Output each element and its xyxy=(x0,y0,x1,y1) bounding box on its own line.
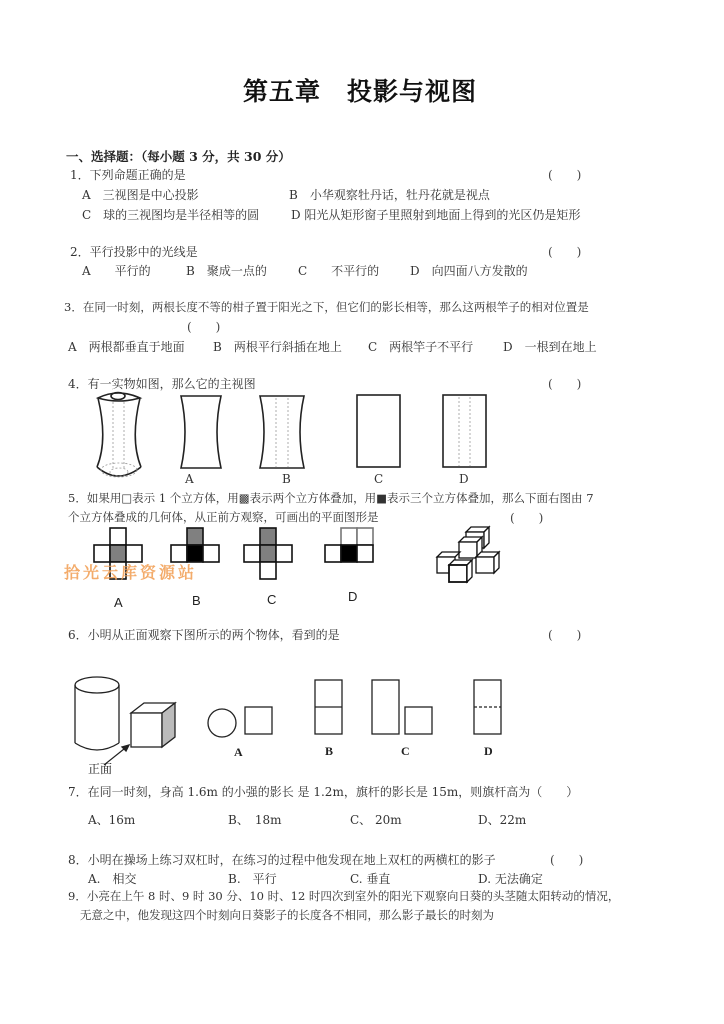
q1-stem: 1．下列命题正确的是 xyxy=(70,168,186,182)
q7-option-c: C、 20m xyxy=(350,813,402,827)
q3-option-a: A 两根都垂直于地面 xyxy=(68,340,185,354)
q6-option-b-figure xyxy=(315,680,342,734)
q2-option-d: D 向四面八方发散的 xyxy=(410,264,528,278)
q5-label-b: B xyxy=(192,593,201,608)
q9-stem-line2: 无意之中，他发现这四个时刻向日葵影子的长度各不相同，那么影子最长的时刻为 xyxy=(80,908,494,922)
q4-label-c: C xyxy=(374,472,384,486)
q4-label-b: B xyxy=(282,472,291,486)
q7-option-a: A、16m xyxy=(88,813,136,827)
q5-label-a: A xyxy=(114,595,123,610)
q6-front-label: 正面 xyxy=(88,762,113,776)
q6-option-a-figure xyxy=(208,707,272,737)
q4-label-d: D xyxy=(459,472,469,486)
q5-label-d: D xyxy=(348,589,358,604)
q7-option-b: B、 18m xyxy=(228,813,282,827)
q5-stem-line1: 5．如果用□表示 1 个立方体，用▩表示两个立方体叠加，用■表示三个立方体叠加，那么下面右图由 7 xyxy=(68,491,594,505)
q2-option-b: B 聚成一点的 xyxy=(186,264,267,278)
q5-label-c: C xyxy=(267,592,277,607)
q6-label-b: B xyxy=(325,744,334,758)
page-title: 第五章 投影与视图 xyxy=(243,77,478,106)
q8-answer-blank: ( ) xyxy=(550,853,584,867)
q7-option-d: D、22m xyxy=(478,813,527,827)
q6-stem: 6．小明从正面观察下图所示的两个物体，看到的是 xyxy=(68,628,340,642)
section-heading: 一、选择题：（每小题 3 分，共 30 分） xyxy=(66,149,291,164)
q8-stem: 8．小明在操场上练习双杠时，在练习的过程中他发现在地上双杠的两横杠的影子 xyxy=(68,853,496,867)
q6-label-c: C xyxy=(401,744,410,758)
q1-answer-blank: ( ) xyxy=(548,168,582,182)
q3-option-d: D 一根到在地上 xyxy=(503,340,597,354)
q2-option-a: A 平行的 xyxy=(82,264,151,278)
q1-option-c: C 球的三视图均是半径相等的圆 xyxy=(82,208,260,222)
q1-option-d: D 阳光从矩形窗子里照射到地面上得到的光区仍是矩形 xyxy=(291,208,581,222)
q6-label-a: A xyxy=(234,745,243,759)
q2-answer-blank: ( ) xyxy=(548,245,582,259)
q3-stem: 3．在同一时刻，两根长度不等的柑子置于阳光之下，但它们的影长相等，那么这两根竿子的相对位置是 xyxy=(64,300,589,314)
q8-option-d: D. 无法确定 xyxy=(478,872,543,886)
q7-stem: 7．在同一时刻，身高 1.6m 的小强的影长 是 1.2m，旗杆的影长是 15m，则旗杆高为（ ） xyxy=(68,785,579,799)
q4-answer-blank: ( ) xyxy=(548,377,582,391)
q6-label-d: D xyxy=(484,744,493,758)
q6-answer-blank: ( ) xyxy=(548,628,582,642)
q1-option-a: A 三视图是中心投影 xyxy=(82,188,199,202)
watermark: 拾光云库资源站 xyxy=(64,563,198,582)
q6-cylinder-figure xyxy=(75,677,119,750)
q4-stem: 4．有一实物如图，那么它的主视图 xyxy=(68,377,256,391)
q5-answer-blank: ( ) xyxy=(510,511,544,525)
q6-option-c-figure xyxy=(372,680,432,734)
q6-option-d-figure xyxy=(474,680,501,734)
q2-stem: 2．平行投影中的光线是 xyxy=(70,245,198,259)
q2-option-c: C 不平行的 xyxy=(298,264,380,278)
q5-stem-line2: 个立方体叠成的几何体，从正前方观察，可画出的平面图形是 xyxy=(68,510,379,524)
q6-cube-figure xyxy=(131,703,175,747)
q8-option-b: B. 平行 xyxy=(228,872,277,886)
q4-label-a: A xyxy=(185,472,194,486)
q8-option-c: C. 垂直 xyxy=(350,872,391,886)
q3-answer-blank: ( ) xyxy=(187,320,221,334)
q1-option-b: B 小华观察牡丹话，牡丹花就是视点 xyxy=(289,188,490,202)
q3-option-c: C 两根竿子不平行 xyxy=(368,340,474,354)
q3-option-b: B 两根平行斜插在地上 xyxy=(213,340,342,354)
q9-stem-line1: 9．小亮在上午 8 时、9 时 30 分、10 时、12 时四次到室外的阳光下观察向日葵的头茎随太阳转动的情况， xyxy=(68,889,620,903)
q8-option-a: A. 相交 xyxy=(88,872,137,886)
